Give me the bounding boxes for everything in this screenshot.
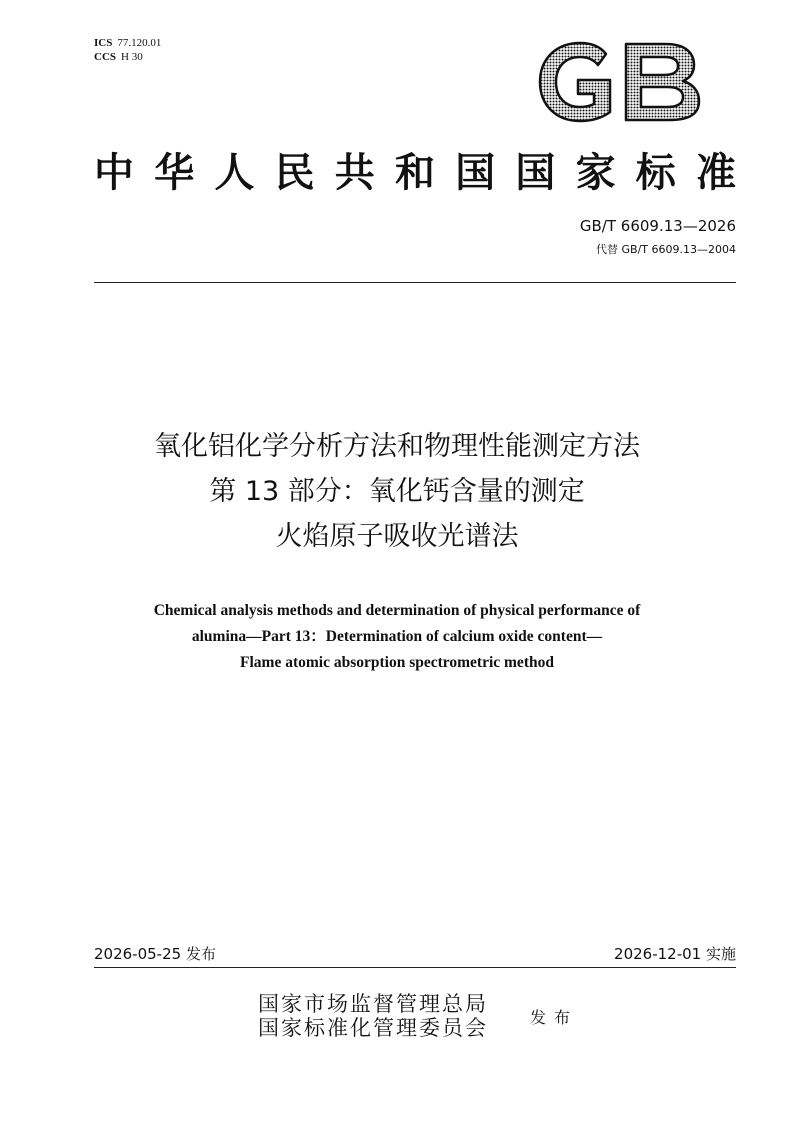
classification-codes	[94, 36, 161, 64]
standard-number: GB/T 6609.13—2026	[579, 217, 736, 235]
header-divider	[94, 282, 736, 283]
publish-label: 发布	[530, 1008, 579, 1027]
title-cn-line: 氧化铝化学分析方法和物理性能测定方法	[154, 431, 640, 462]
gb-logo	[534, 40, 704, 124]
footer-divider	[94, 967, 736, 968]
title-en-line: alumina—Part 13：Determination of calcium oxide content—	[191, 628, 603, 645]
replaces-standard: 代替 GB/T 6609.13—2004	[596, 243, 736, 256]
title-cn-line: 第 13 部分：氧化钙含量的测定	[209, 476, 585, 507]
ccs-label: CCS	[94, 51, 117, 63]
ccs-value: H 30	[121, 51, 143, 63]
issuing-authorities	[258, 992, 488, 1040]
title-en-line: Flame atomic absorption spectrometric method	[240, 654, 554, 671]
issuer-name: 国家标准化管理委员会	[258, 1016, 488, 1040]
ics-code	[94, 36, 161, 50]
issue-date: 2026-05-25 发布	[94, 945, 216, 963]
title-chinese	[60, 424, 734, 559]
title-english	[60, 598, 734, 676]
ics-value: 77.120.01	[117, 37, 162, 49]
ccs-code	[94, 50, 161, 64]
title-cn-line: 火焰原子吸收光谱法	[275, 521, 519, 552]
title-en-line: Chemical analysis methods and determination of physical performance of	[153, 602, 641, 619]
issuer-name: 国家市场监督管理总局	[258, 992, 488, 1016]
ics-label: ICS	[94, 37, 113, 49]
implementation-date: 2026-12-01 实施	[614, 945, 736, 963]
national-standard-banner: 中华人民共和国国家标准	[94, 149, 736, 196]
